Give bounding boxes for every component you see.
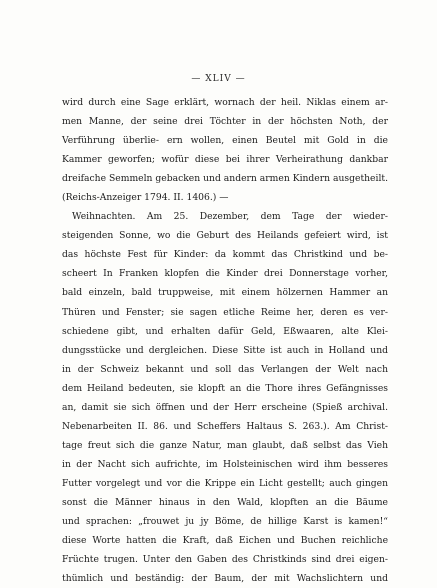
text-line: Futter vorgelegt und vor die Krippe ein Licht gestellt; auch gingen [62, 477, 388, 489]
text-line: wird durch eine Sage erklärt, wornach der heil. Niklas einem ar- [62, 97, 388, 108]
text-line: steigenden Sonne, wo die Geburt des Heilands gefeiert wird, ist [62, 230, 388, 242]
page-number: — XLIV — [191, 74, 246, 84]
text-line: schiedene gibt, und erhalten dafür Geld, Eßwaaren, alte Klei- [62, 325, 388, 337]
text-line: (Reichs-Anzeiger 1794. II. 1406.) — [62, 192, 229, 204]
text-line: bald einzeln, bald truppweise, mit einem hölzernen Hammer an [62, 287, 388, 299]
text-line: Früchte trugen. Unter den Gaben des Christkinds sind drei eigen- [62, 554, 388, 566]
text-line: sonst die Männer hinaus in den Wald, klopften an die Bäume [62, 496, 388, 508]
text-line: Weihnachten. Am 25. Dezember, dem Tage der wieder- [72, 211, 388, 223]
text-line: dem Heiland bedeuten, sie klopft an die Thore ihres Gefängnisses [62, 382, 388, 394]
text-line: dreifache Semmeln gebacken und andern armen Kindern ausgetheilt. [62, 173, 388, 185]
text-line: in der Schweiz bekannt und soll das Verlangen der Welt nach [62, 363, 388, 375]
text-line: diese Worte hatten die Kraft, daß Eichen und Buchen reichliche [62, 535, 388, 547]
text-line: scheert In Franken klopfen die Kinder drei Donnerstage vorher, [62, 268, 388, 280]
page-body-text [62, 93, 388, 588]
text-line: Verführung überlie- ern wollen, einen Beutel mit Gold in die [62, 135, 388, 147]
text-line: an, damit sie sich öffnen und der Herr erscheine (Spieß archival. [62, 401, 388, 413]
text-line: Kammer geworfen; wofür diese bei ihrer Verheirathung dankbar [62, 154, 388, 166]
text-line: Nebenarbeiten II. 86. und Scheffers Haltaus S. 263.). Am Christ- [62, 420, 388, 432]
text-line: dungsstücke und dergleichen. Diese Sitte ist auch in Holland und [62, 344, 388, 356]
text-line: Thüren und Fenster; sie sagen etliche Reime her, deren es ver- [62, 306, 388, 318]
text-line: das höchste Fest für Kinder: da kommt das Christkind und be- [62, 249, 388, 261]
text-line: und sprachen: „frouwet ju jy Böme, de hillige Karst is kamen!“ [62, 516, 388, 528]
text-line: tage freut sich die ganze Natur, man glaubt, daß selbst das Vieh [62, 439, 388, 451]
text-line: in der Nacht sich aufrichte, im Holsteinischen wird ihm besseres [62, 458, 388, 470]
text-line: men Manne, der seine drei Töchter in der höchsten Noth, der [62, 116, 388, 128]
text-line: thümlich und beständig: der Baum, der mit Wachslichtern und [62, 573, 388, 585]
